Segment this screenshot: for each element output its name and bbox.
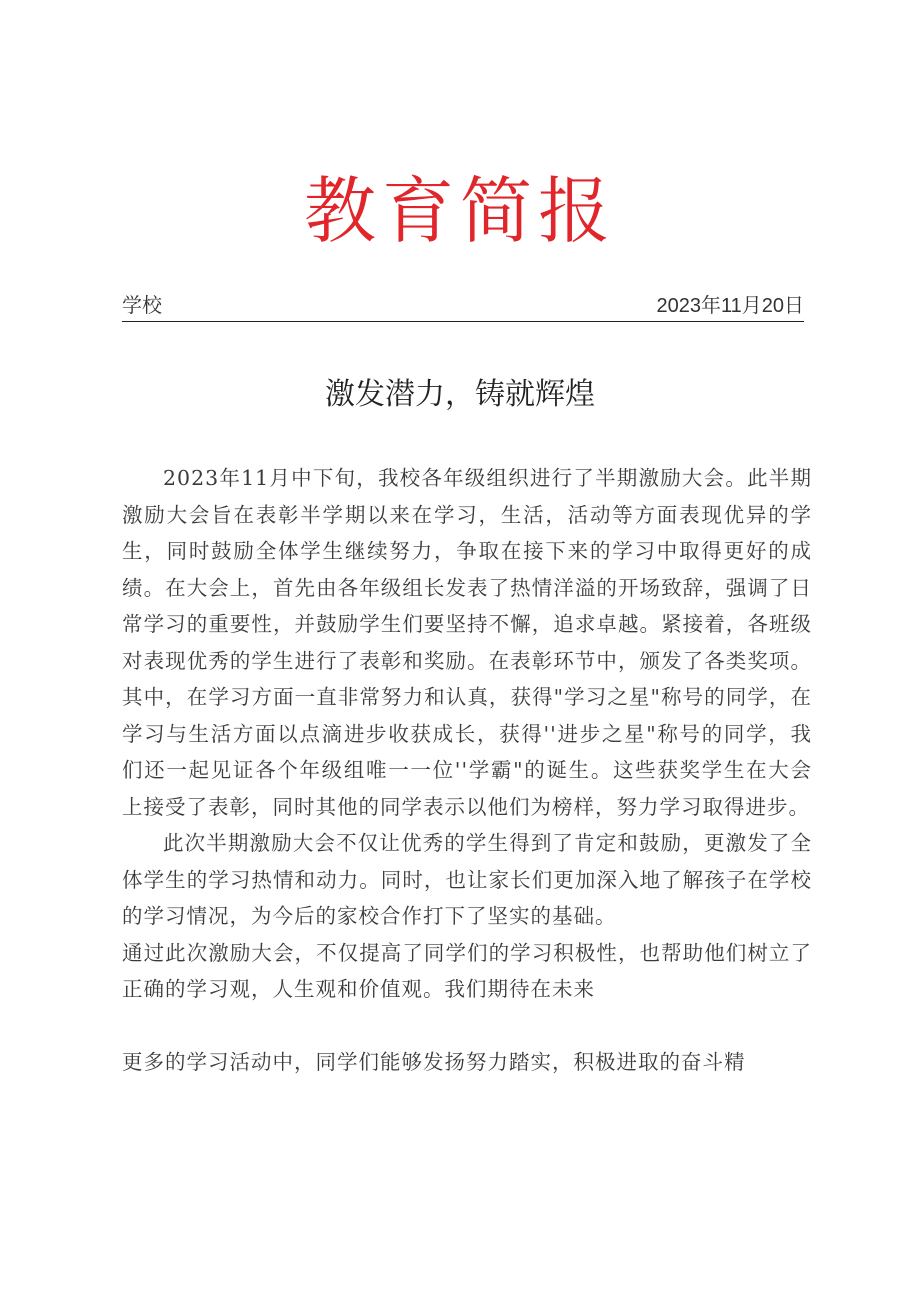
- article-body: [122, 460, 812, 1080]
- issue-date: 2023年11月20日: [656, 295, 804, 317]
- school-label: 学校: [122, 293, 162, 317]
- paragraph-4: 更多的学习活动中，同学们能够发扬努力踏实，积极进取的奋斗精: [122, 1049, 746, 1074]
- article-headline: 激发潜力，铸就辉煌: [325, 378, 595, 411]
- paragraph-1: 2023年11月中下旬，我校各年级组织进行了半期激励大会。此半期激励大会旨在表彰半学期以来在学习，生活，活动等方面表现优异的学生，同时鼓励全体学生继续努力，争取在接下来的学习中取得更好的成绩。在大会上，首先由各年级组长发表了热情洋溢的开场致辞，强调了日常学习的重要性，并鼓励学生们要坚持不懈，追求卓越。紧接着，各班级对表现优秀的学生进行了表彰和奖励。在表彰环节中，颁发了各类奖项。其中，在学习方面一直非常努力和认真，获得"学习之星"称号的同学，在学习与生活方面以点滴进步收获成长，获得''进步之星"称号的同学，我们还一起见证各个年级组唯一一位''学霸"的诞生。这些获奖学生在大会上接受了表彰，同时其他的同学表示以他们为榜样，努力学习取得进步。: [122, 466, 812, 819]
- meta-line: [122, 293, 804, 322]
- paragraph-2: 此次半期激励大会不仅让优秀的学生得到了肯定和鼓励，更激发了全体学生的学习热情和动力。同时，也让家长们更加深入地了解孩子在学校的学习情况，为今后的家校合作打下了坚实的基础。: [122, 831, 812, 928]
- paragraph-3: 通过此次激励大会，不仅提高了同学们的学习积极性，也帮助他们树立了正确的学习观，人生观和价值观。我们期待在未来: [122, 940, 812, 1001]
- masthead-title: 教育简报: [303, 169, 616, 253]
